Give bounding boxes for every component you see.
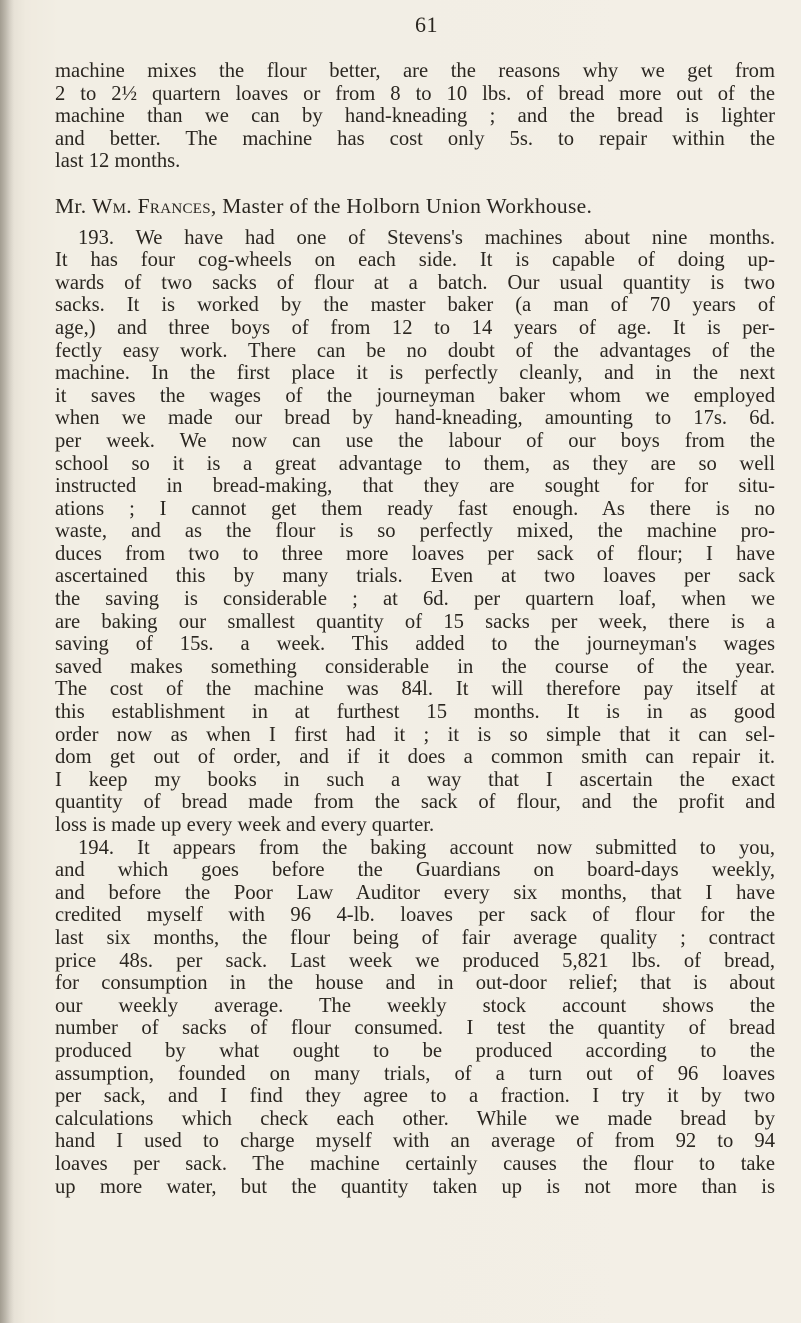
text-line: 194. It appears from the baking account now submitted to you, xyxy=(78,836,775,859)
text-line: the saving is considerable ; at 6d. per quartern loaf, when we xyxy=(55,588,775,611)
text-line: loss is made up every week and every quarter. xyxy=(55,814,435,836)
text-line: order now as when I first had it ; it is so simple that it can sel- xyxy=(55,723,775,746)
text-line: fectly easy work. There can be no doubt of the advantages of the xyxy=(55,339,775,362)
text-line: when we made our bread by hand-kneading, amounting to 17s. 6d. xyxy=(55,407,775,430)
text-line: I keep my books in such a way that I ascertain the exact xyxy=(55,768,775,791)
text-line: last 12 months. xyxy=(55,150,181,173)
text-line: last six months, the flour being of fair average quality ; contract xyxy=(55,926,775,949)
witness-name: Wm. Frances xyxy=(92,193,211,218)
text-line: produced by what ought to be produced according to the xyxy=(55,1039,775,1062)
text-line: it saves the wages of the journeyman baker whom we employed xyxy=(55,384,775,407)
text-line: up more water, but the quantity taken up is not more than is xyxy=(55,1175,775,1198)
text-line: quantity of bread made from the sack of flour, and the profit and xyxy=(55,791,775,814)
paragraph-193 xyxy=(55,227,775,837)
text-line: The cost of the machine was 84l. It will therefore pay itself at xyxy=(55,678,775,701)
text-line: sacks. It is worked by the master baker (a man of 70 years of xyxy=(55,294,775,317)
heading-spacer xyxy=(55,218,775,227)
text-line: ations ; I cannot get them ready fast enough. As there is no xyxy=(55,497,775,520)
text-line: assumption, founded on many trials, of a turn out of 96 loaves xyxy=(55,1062,775,1085)
text-line: 193. We have had one of Stevens's machines about nine months. xyxy=(78,226,775,249)
page-number: 61 xyxy=(415,12,438,37)
text-line: number of sacks of flour consumed. I test the quantity of bread xyxy=(55,1017,775,1040)
text-line: and which goes before the Guardians on board-days weekly, xyxy=(55,859,775,882)
text-line: ascertained this by many trials. Even at two loaves per sack xyxy=(55,565,775,588)
text-line: our weekly average. The weekly stock account shows the xyxy=(55,994,775,1017)
text-line: saved makes something considerable in the course of the year. xyxy=(55,655,775,678)
witness-title: , Master of the Holborn Union Workhouse. xyxy=(210,193,593,218)
paragraph-194 xyxy=(55,837,775,1199)
text-line: saving of 15s. a week. This added to the journeyman's wages xyxy=(55,633,775,656)
witness-heading xyxy=(55,195,775,218)
text-line: It has four cog-wheels on each side. It is capable of doing up- xyxy=(55,249,775,272)
text-line: waste, and as the flour is so perfectly mixed, the machine pro- xyxy=(55,520,775,543)
section-spacer xyxy=(55,173,775,195)
body-text xyxy=(55,60,775,1198)
witness-prefix: Mr. xyxy=(55,193,93,218)
text-line: dom get out of order, and if it does a common smith can repair it. xyxy=(55,746,775,769)
text-line: credited myself with 96 4-lb. loaves per sack of flour for the xyxy=(55,904,775,927)
text-line: school so it is a great advantage to them, as they are so well xyxy=(55,452,775,475)
text-line: and better. The machine has cost only 5s. to repair within the xyxy=(55,127,775,150)
text-line: duces from two to three more loaves per sack of flour; I have xyxy=(55,542,775,565)
text-line: and before the Poor Law Auditor every six months, that I have xyxy=(55,881,775,904)
text-line: per sack, and I find they agree to a fraction. I try it by two xyxy=(55,1085,775,1108)
text-line: per week. We now can use the labour of our boys from the xyxy=(55,429,775,452)
binding-gutter-shadow xyxy=(0,0,14,1323)
text-line: instructed in bread-making, that they are sought for for situ- xyxy=(55,475,775,498)
intro-paragraph xyxy=(55,60,775,173)
text-line: hand I used to charge myself with an average of from 92 to 94 xyxy=(55,1130,775,1153)
text-line: price 48s. per sack. Last week we produced 5,821 lbs. of bread, xyxy=(55,949,775,972)
text-line: machine. In the first place it is perfectly cleanly, and in the next xyxy=(55,362,775,385)
text-line: are baking our smallest quantity of 15 sacks per week, there is a xyxy=(55,610,775,633)
text-line: calculations which check each other. While we made bread by xyxy=(55,1107,775,1130)
text-line: 2 to 2½ quartern loaves or from 8 to 10 lbs. of bread more out of the xyxy=(55,82,775,105)
text-line: wards of two sacks of flour at a batch. Our usual quantity is two xyxy=(55,271,775,294)
text-line: machine than we can by hand-kneading ; and the bread is lighter xyxy=(55,105,775,128)
text-line: age,) and three boys of from 12 to 14 years of age. It is per- xyxy=(55,316,775,339)
text-line: loaves per sack. The machine certainly causes the flour to take xyxy=(55,1152,775,1175)
text-line: machine mixes the flour better, are the reasons why we get from xyxy=(55,60,775,82)
text-line: this establishment in at furthest 15 months. It is in as good xyxy=(55,701,775,724)
text-line: for consumption in the house and in out-door relief; that is about xyxy=(55,972,775,995)
